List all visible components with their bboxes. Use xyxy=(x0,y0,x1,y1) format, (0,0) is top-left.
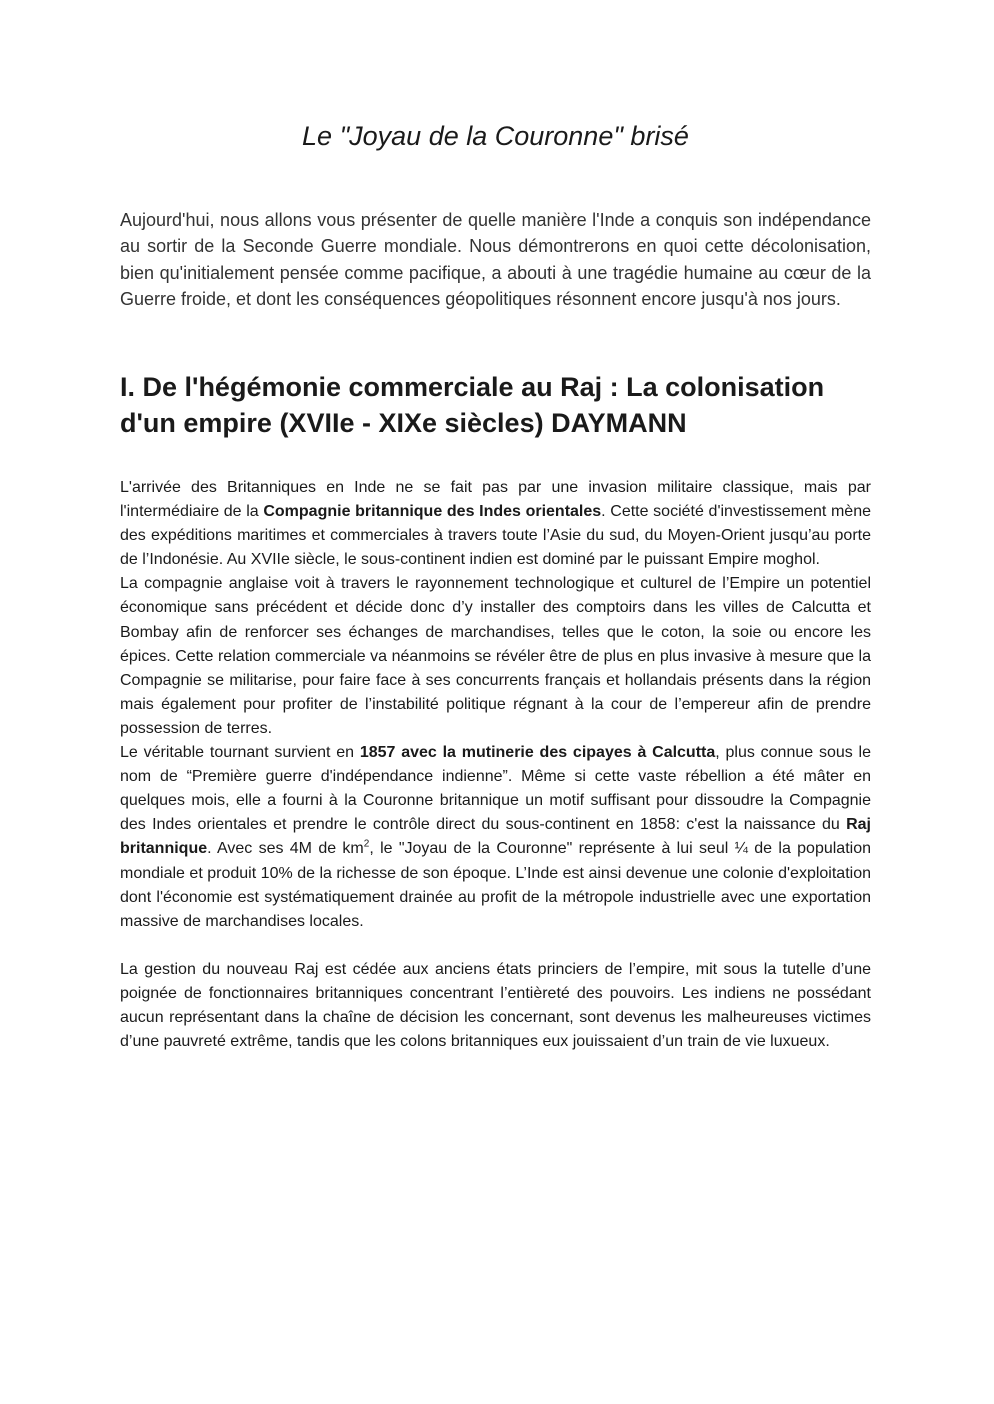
paragraph-3 xyxy=(120,741,871,934)
paragraph-4: La gestion du nouveau Raj est cédée aux anciens états princiers de l’empire, mit sous la tutelle d’une poignée de fonctionnaires britanniques concentrant l’entièreté des pouvoirs. Les indiens ne possédant aucun représentant dans la chaîne de décision les concernant, sont devenus les malheureuses victimes d’une pauvreté extrême, tandis que les colons britanniques eux jouissaient d’un train de vie luxueux. xyxy=(120,960,871,1051)
paragraph-3-text-a: Le véritable tournant survient en xyxy=(120,744,360,762)
section-body xyxy=(120,476,871,1054)
paragraph-3-text-c: , plus connue sous le nom de “Première guerre d'indépendance indienne”. Même si cette vaste rébellion a été mâter en quelques mois, elle a fourni à la Couronne britannique un motif suffisant pour dissoudre la Compagnie des Indes orientales et prendre le contrôle direct du sous-continent en 1858: c'est la naissance du xyxy=(120,744,872,834)
paragraph-1-bold-company: Compagnie britannique des Indes orientales xyxy=(263,503,602,521)
paragraph-1-text-a: L'arrivée des Britanniques en Inde ne se fait pas par une invasion militaire classique, mais par l'intermédiaire de la xyxy=(120,479,871,521)
paragraph-3-superscript: 2 xyxy=(363,839,370,851)
paragraph-3-bold-raj: Raj britannique xyxy=(120,816,871,858)
paragraph-1 xyxy=(120,476,871,572)
paragraph-3-bold-mutiny: 1857 avec la mutinerie des cipayes à Calcutta xyxy=(359,744,716,762)
paragraph-2: La compagnie anglaise voit à travers le rayonnement technologique et culturel de l’Empire un potentiel économique sans précédent et décide donc d’y installer des comptoirs dans les villes de Calcutta et Bombay afin de renforcer ses échanges de marchandises, telles que le coton, la soie ou encore les épices. Cette relation commerciale va néanmoins se révéler être de plus en plus invasive à mesure que la Compagnie se militarise, pour faire face à ses concurrents français et hollandais présents dans la région mais également pour profiter de l’instabilité politique régnant à la cour de l’empereur afin de prendre possession de terres. xyxy=(120,575,871,737)
document-title: Le "Joyau de la Couronne" brisé xyxy=(302,121,689,151)
paragraph-1-text-c: . Cette société d'investissement mène des expéditions maritimes et commerciales à travers toute l’Asie du sud, du Moyen-Orient jusqu’au porte de l’Indonésie. Au XVIIe siècle, le sous-continent indien est dominé par le puissant Empire moghol. xyxy=(120,503,872,569)
section-heading: I. De l'hégémonie commerciale au Raj : La colonisation d'un empire (XVIIe - XIXe siècles) DAYMANN xyxy=(120,372,825,438)
intro-paragraph: Aujourd'hui, nous allons vous présenter de quelle manière l'Inde a conquis son indépendance au sortir de la Seconde Guerre mondiale. Nous démontrerons en quoi cette décolonisation, bien qu'initialement pensée comme pacifique, a abouti à une tragédie humaine au cœur de la Guerre froide, et dont les conséquences géopolitiques résonnent encore jusqu'à nos jours. xyxy=(120,210,871,310)
paragraph-3-text-e: . Avec ses 4M de km xyxy=(207,840,364,858)
paragraph-3-text-f: , le "Joyau de la Couronne" représente à lui seul ¼ de la population mondiale et produit 10% de la richesse de son époque. L’Inde est ainsi devenue une colonie d'exploitation dont l'économie est systématiquement drainée au profit de la métropole industrielle avec une exportation massive de marchandises locales. xyxy=(120,840,871,930)
